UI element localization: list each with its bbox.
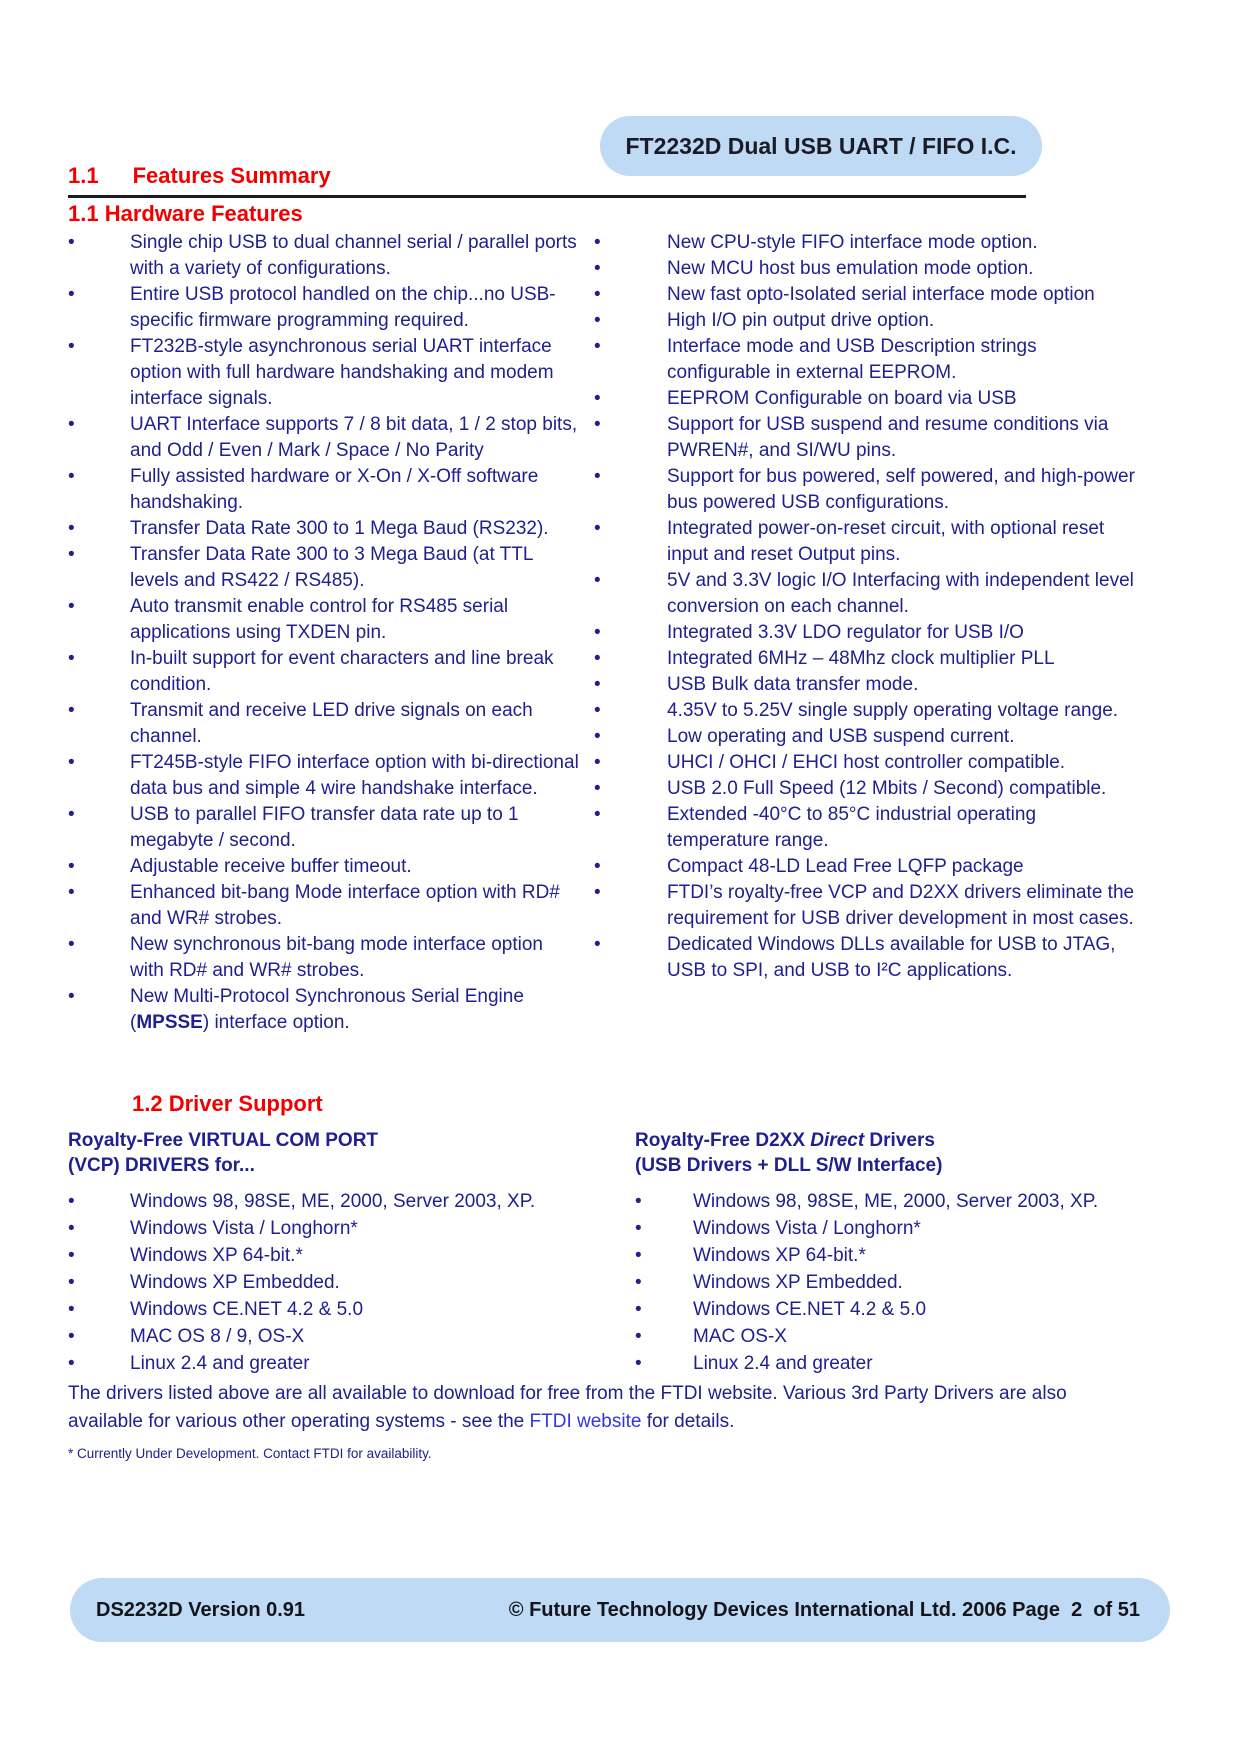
subsection-heading-driver-support: 1.2 Driver Support [132, 1091, 323, 1116]
bullet-text: New Multi-Protocol Synchronous Serial Engine (MPSSE) interface option. [130, 986, 524, 1033]
bullet-item [594, 932, 1136, 984]
bullet-item [635, 1188, 1178, 1215]
bullet-dot: • [594, 518, 601, 539]
bullet-item [594, 412, 1136, 464]
bullet-dot: • [594, 414, 601, 435]
bullet-item [68, 412, 580, 464]
bullet-text: Adjustable receive buffer timeout. [130, 856, 412, 877]
bullet-dot: • [68, 882, 75, 903]
bullet-text: 5V and 3.3V logic I/O Interfacing with independent level conversion on each channel. [667, 570, 1134, 617]
hardware-features-columns [68, 230, 1178, 1036]
bullet-text: USB to parallel FIFO transfer data rate up to 1 megabyte / second. [130, 804, 519, 851]
bullet-text: New fast opto-Isolated serial interface mode option [667, 284, 1095, 305]
bullet-item [68, 1296, 580, 1323]
bullet-dot: • [68, 986, 75, 1007]
bullet-text: Windows Vista / Longhorn* [693, 1218, 921, 1239]
bullet-dot: • [594, 570, 601, 591]
bullet-item [594, 724, 1136, 750]
paragraph-text: for details. [641, 1411, 735, 1432]
hardware-features-list-left [68, 230, 580, 1036]
bullet-dot: • [594, 310, 601, 331]
bullet-text: Linux 2.4 and greater [130, 1353, 310, 1374]
bullet-item [68, 698, 580, 750]
bullet-text: Windows XP Embedded. [130, 1272, 340, 1293]
bullet-dot: • [594, 336, 601, 357]
bullet-dot: • [594, 752, 601, 773]
bullet-text: Low operating and USB suspend current. [667, 726, 1015, 747]
bullet-dot: • [68, 700, 75, 721]
bullet-text: Windows 98, 98SE, ME, 2000, Server 2003, XP. [693, 1191, 1099, 1212]
bullet-text: Windows XP 64-bit.* [130, 1245, 303, 1266]
bullet-dot: • [68, 544, 75, 565]
bullet-dot: • [635, 1245, 642, 1266]
bullet-text: Transmit and receive LED drive signals on each channel. [130, 700, 533, 747]
bullet-text: Windows CE.NET 4.2 & 5.0 [130, 1299, 364, 1320]
bullet-text: EEPROM Configurable on board via USB [667, 388, 1017, 409]
vcp-drivers-heading-line2: (VCP) DRIVERS for... [68, 1155, 255, 1176]
bullet-item [68, 334, 580, 412]
bullet-text: New CPU-style FIFO interface mode option. [667, 232, 1038, 253]
bullet-text: MAC OS-X [693, 1326, 787, 1347]
bullet-dot: • [594, 258, 601, 279]
drivers-availability-paragraph [68, 1380, 1092, 1436]
bullet-text: Transfer Data Rate 300 to 3 Mega Baud (at TTL levels and RS422 / RS485). [130, 544, 533, 591]
footer-bar [70, 1578, 1170, 1642]
bullet-item [594, 230, 1136, 256]
bullet-dot: • [68, 284, 75, 305]
bullet-item [594, 646, 1136, 672]
bullet-item [594, 516, 1136, 568]
bullet-item [594, 750, 1136, 776]
bullet-text: Enhanced bit-bang Mode interface option with RD# and WR# strobes. [130, 882, 560, 929]
bullet-item [68, 880, 580, 932]
bullet-dot: • [68, 596, 75, 617]
bullet-item [594, 620, 1136, 646]
bullet-dot: • [594, 648, 601, 669]
bullet-dot: • [68, 1245, 75, 1266]
subsection-heading-hardware-features: 1.1 Hardware Features [68, 201, 303, 226]
bullet-item [68, 1350, 580, 1377]
bullet-dot: • [68, 232, 75, 253]
bullet-item [68, 750, 580, 802]
bullet-dot: • [68, 518, 75, 539]
bullet-item [68, 932, 580, 984]
footer-copyright: © Future Technology Devices International Ltd. 2006 Page 2 of 51 [508, 1598, 1140, 1621]
bullet-text: Windows XP Embedded. [693, 1272, 903, 1293]
bullet-dot: • [594, 778, 601, 799]
bullet-dot: • [68, 804, 75, 825]
bullet-text: New MCU host bus emulation mode option. [667, 258, 1034, 279]
bullet-item [68, 230, 580, 282]
bullet-text: Windows Vista / Longhorn* [130, 1218, 358, 1239]
bullet-item [68, 1188, 580, 1215]
bullet-text: Integrated 6MHz – 48Mhz clock multiplier PLL [667, 648, 1055, 669]
bullet-text: Linux 2.4 and greater [693, 1353, 873, 1374]
bullet-text: New synchronous bit-bang mode interface option with RD# and WR# strobes. [130, 934, 543, 981]
bullet-dot: • [68, 1272, 75, 1293]
bullet-text: High I/O pin output drive option. [667, 310, 935, 331]
bullet-item [68, 464, 580, 516]
bullet-item [594, 386, 1136, 412]
bullet-item [68, 594, 580, 646]
bullet-dot: • [594, 934, 601, 955]
bullet-text: Integrated power-on-reset circuit, with optional reset input and reset Output pins. [667, 518, 1105, 565]
bullet-text: UHCI / OHCI / EHCI host controller compatible. [667, 752, 1066, 773]
bullet-item [594, 308, 1136, 334]
bullet-dot: • [68, 856, 75, 877]
vcp-drivers-list [68, 1188, 580, 1377]
section-heading-features-summary [68, 163, 1026, 198]
bullet-item [594, 880, 1136, 932]
bullet-dot: • [68, 934, 75, 955]
bullet-item [594, 698, 1136, 724]
bullet-text: Windows XP 64-bit.* [693, 1245, 866, 1266]
bullet-item [635, 1350, 1178, 1377]
bullet-item [594, 672, 1136, 698]
bullet-item [68, 802, 580, 854]
bullet-item [594, 854, 1136, 880]
bullet-text: Support for USB suspend and resume conditions via PWREN#, and SI/WU pins. [667, 414, 1109, 461]
bullet-item [68, 646, 580, 698]
bullet-text: Interface mode and USB Description strings configurable in external EEPROM. [667, 336, 1037, 383]
bullet-dot: • [594, 622, 601, 643]
bullet-item [594, 334, 1136, 386]
bullet-dot: • [635, 1326, 642, 1347]
bullet-dot: • [68, 1299, 75, 1320]
bullet-dot: • [594, 726, 601, 747]
bullet-text: MAC OS 8 / 9, OS-X [130, 1326, 305, 1347]
bullet-text: Support for bus powered, self powered, and high-power bus powered USB configurations. [667, 466, 1135, 513]
bullet-item [635, 1242, 1178, 1269]
footer-doc-version: DS2232D Version 0.91 [96, 1598, 306, 1621]
d2xx-drivers-heading-line1: Royalty-Free D2XX Direct Drivers [635, 1130, 935, 1151]
bullet-text: Windows 98, 98SE, ME, 2000, Server 2003, XP. [130, 1191, 536, 1212]
bullet-dot: • [68, 1191, 75, 1212]
bullet-dot: • [68, 1326, 75, 1347]
bullet-dot: • [68, 466, 75, 487]
bullet-item [635, 1215, 1178, 1242]
d2xx-drivers-list [635, 1188, 1178, 1377]
bullet-item [594, 776, 1136, 802]
bullet-text: 4.35V to 5.25V single supply operating voltage range. [667, 700, 1119, 721]
bullet-item [68, 516, 580, 542]
bullet-dot: • [594, 388, 601, 409]
bullet-item [68, 542, 580, 594]
bullet-text: Compact 48-LD Lead Free LQFP package [667, 856, 1024, 877]
ftdi-website-link[interactable]: FTDI website [529, 1411, 642, 1432]
bullet-item [594, 282, 1136, 308]
bullet-dot: • [594, 674, 601, 695]
bullet-item [68, 282, 580, 334]
bullet-dot: • [635, 1272, 642, 1293]
bullet-text: Single chip USB to dual channel serial / parallel ports with a variety of configurations. [130, 232, 577, 279]
d2xx-drivers-heading-line2: (USB Drivers + DLL S/W Interface) [635, 1155, 943, 1176]
bullet-text: USB Bulk data transfer mode. [667, 674, 919, 695]
bullet-item [68, 1215, 580, 1242]
bullet-dot: • [635, 1218, 642, 1239]
bullet-dot: • [594, 466, 601, 487]
bullet-item [594, 464, 1136, 516]
bullet-item [594, 802, 1136, 854]
bullet-item [635, 1296, 1178, 1323]
bullet-text: FT245B-style FIFO interface option with bi-directional data bus and simple 4 wire handshake interface. [130, 752, 579, 799]
bullet-item [68, 854, 580, 880]
bullet-dot: • [68, 336, 75, 357]
vcp-drivers-column [68, 1128, 580, 1377]
bullet-text: In-built support for event characters and line break condition. [130, 648, 554, 695]
bullet-text: Extended -40°C to 85°C industrial operating temperature range. [667, 804, 1037, 851]
bullet-item [635, 1269, 1178, 1296]
d2xx-drivers-column [580, 1128, 1178, 1377]
footnote: * Currently Under Development. Contact FTDI for availability. [68, 1446, 432, 1461]
bullet-text: FTDI’s royalty-free VCP and D2XX drivers eliminate the requirement for USB driver development in most cases. [667, 882, 1135, 929]
bullet-dot: • [594, 804, 601, 825]
bullet-dot: • [635, 1191, 642, 1212]
bullet-text: USB 2.0 Full Speed (12 Mbits / Second) compatible. [667, 778, 1107, 799]
bullet-text: UART Interface supports 7 / 8 bit data, 1 / 2 stop bits, and Odd / Even / Mark / Space / No Parity [130, 414, 578, 461]
section-title: Features Summary [132, 163, 331, 188]
section-number: 1.1 [68, 163, 99, 188]
bullet-item [594, 568, 1136, 620]
bullet-dot: • [68, 648, 75, 669]
hardware-features-column-right [580, 230, 1136, 1036]
bullet-item [68, 1269, 580, 1296]
bullet-dot: • [594, 700, 601, 721]
vcp-drivers-heading-line1: Royalty-Free VIRTUAL COM PORT [68, 1130, 379, 1151]
bullet-text: Dedicated Windows DLLs available for USB to JTAG, USB to SPI, and USB to I²C applications. [667, 934, 1116, 981]
bullet-item [68, 1323, 580, 1350]
bullet-item [68, 984, 580, 1036]
bullet-item [594, 256, 1136, 282]
product-title: FT2232D Dual USB UART / FIFO I.C. [625, 132, 1017, 159]
paragraph-text: The drivers listed above are all available to download for free from the FTDI website. Various 3rd Party Drivers are also available for various other operating systems - see the [68, 1383, 1067, 1432]
hardware-features-column-left [68, 230, 580, 1036]
bullet-dot: • [68, 752, 75, 773]
bullet-dot: • [594, 882, 601, 903]
bullet-text: Integrated 3.3V LDO regulator for USB I/O [667, 622, 1024, 643]
bullet-text: FT232B-style asynchronous serial UART interface option with full hardware handshaking and modem interface signals. [130, 336, 554, 409]
bullet-dot: • [594, 232, 601, 253]
bullet-item [635, 1323, 1178, 1350]
bullet-dot: • [68, 1218, 75, 1239]
bullet-dot: • [635, 1353, 642, 1374]
driver-support-columns [68, 1128, 1178, 1377]
bullet-text: Entire USB protocol handled on the chip...no USB-specific firmware programming required. [130, 284, 556, 331]
bullet-text: Auto transmit enable control for RS485 serial applications using TXDEN pin. [130, 596, 509, 643]
bullet-text: Transfer Data Rate 300 to 1 Mega Baud (RS232). [130, 518, 549, 539]
hardware-features-list-right [594, 230, 1136, 984]
bullet-dot: • [594, 856, 601, 877]
bullet-text: Windows CE.NET 4.2 & 5.0 [693, 1299, 927, 1320]
bullet-text: Fully assisted hardware or X-On / X-Off software handshaking. [130, 466, 539, 513]
bullet-item [68, 1242, 580, 1269]
bullet-dot: • [68, 414, 75, 435]
bullet-dot: • [594, 284, 601, 305]
bullet-dot: • [635, 1299, 642, 1320]
bullet-dot: • [68, 1353, 75, 1374]
